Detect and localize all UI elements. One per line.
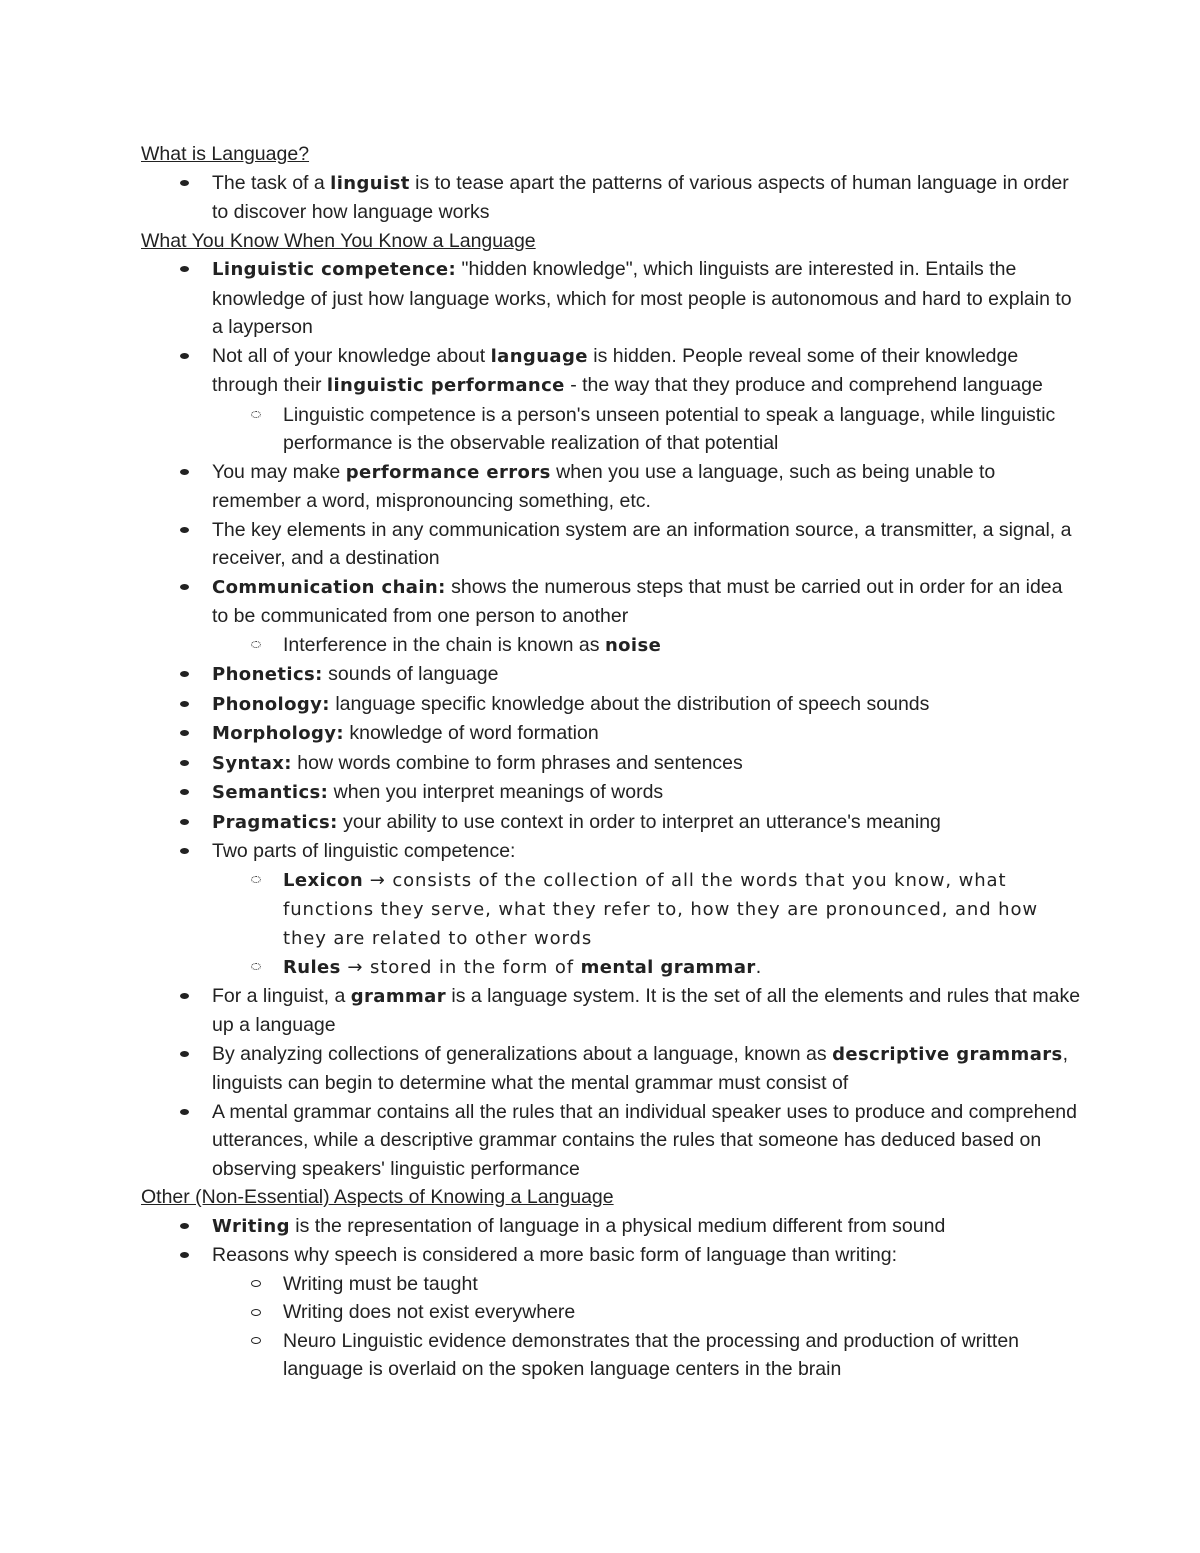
sub-bullet-list <box>212 1270 1081 1384</box>
bullet-dot-icon <box>179 749 189 778</box>
list-item: Linguistic competence: "hidden knowledge", which linguists are interested in. Entails the knowledge of just how language works, which for most people is autonomous and hard to explain to a layperson <box>212 255 1081 342</box>
bullet-dot-icon <box>179 690 189 719</box>
list-item: Semantics: when you interpret meanings of words <box>212 778 1081 808</box>
bullet-dot-icon <box>179 1098 189 1127</box>
bullet-dot-icon <box>179 719 189 748</box>
list-item: Morphology: knowledge of word formation <box>212 719 1081 749</box>
list-item: For a linguist, a grammar is a language system. It is the set of all the elements and rules that make up a language <box>212 982 1081 1040</box>
list-item: The task of a linguist is to tease apart the patterns of various aspects of human language in order to discover how language works <box>212 169 1081 227</box>
bullet-ring-icon <box>251 1270 261 1299</box>
section-heading-other-aspects: Other (Non-Essential) Aspects of Knowing a Language <box>141 1186 614 1208</box>
bullet-dot-icon <box>179 458 189 487</box>
section-heading-what-is-language: What is Language? <box>141 143 310 165</box>
list-item: Writing does not exist everywhere <box>283 1298 1081 1327</box>
list-item: Not all of your knowledge about language is hidden. People reveal some of their knowledge through their linguistic performance - the way that they produce and comprehend language Linguistic competence is a person's unseen potential to speak a language, while linguistic performance is the observable realization of that potential <box>212 342 1081 458</box>
bullet-dot-icon <box>179 573 189 602</box>
list-item: Lexicon → consists of the collection of all the words that you know, what functions they serve, what they refer to, how they are pronounced, and how they are related to other words <box>283 866 1081 953</box>
bullet-ring-icon <box>251 1298 261 1327</box>
bullet-ring-icon <box>251 401 261 430</box>
bullet-ring-icon <box>251 631 261 660</box>
list-item: Two parts of linguistic competence: Lexicon → consists of the collection of all the words that you know, what functions they serve, what they refer to, how they are pronounced, and how they are related to other words Rules → stored in the form of mental grammar. <box>212 837 1081 982</box>
list-item: The key elements in any communication system are an information source, a transmitter, a signal, a receiver, and a destination <box>212 516 1081 573</box>
bullet-dot-icon <box>179 169 189 198</box>
bullet-ring-icon <box>251 866 261 895</box>
sub-bullet-list <box>212 631 1081 661</box>
bullet-ring-icon <box>251 1327 261 1356</box>
bullet-list <box>141 255 1081 1183</box>
list-item: Communication chain: shows the numerous steps that must be carried out in order for an idea to be communicated from one person to another Interference in the chain is known as noise <box>212 573 1081 661</box>
bullet-dot-icon <box>179 982 189 1011</box>
list-item: Phonetics: sounds of language <box>212 660 1081 690</box>
bullet-dot-icon <box>179 516 189 545</box>
bullet-dot-icon <box>179 660 189 689</box>
list-item: Neuro Linguistic evidence demonstrates that the processing and production of written language is overlaid on the spoken language centers in the brain <box>283 1327 1081 1384</box>
list-item: A mental grammar contains all the rules that an individual speaker uses to produce and comprehend utterances, while a descriptive grammar contains the rules that someone has deduced based on observing speakers' linguistic performance <box>212 1098 1081 1184</box>
sub-bullet-list <box>212 866 1081 982</box>
bullet-dot-icon <box>179 1212 189 1241</box>
bullet-dot-icon <box>179 1040 189 1069</box>
document-page <box>141 140 1081 1384</box>
list-item: Rules → stored in the form of mental grammar. <box>283 953 1081 982</box>
list-item: Writing is the representation of language in a physical medium different from sound <box>212 1212 1081 1242</box>
list-item: Pragmatics: your ability to use context in order to interpret an utterance's meaning <box>212 808 1081 838</box>
bullet-ring-icon <box>251 953 261 982</box>
list-item: Syntax: how words combine to form phrases and sentences <box>212 749 1081 779</box>
bullet-list <box>141 1212 1081 1384</box>
bullet-dot-icon <box>179 1241 189 1270</box>
bullet-list <box>141 169 1081 227</box>
list-item: Phonology: language specific knowledge about the distribution of speech sounds <box>212 690 1081 720</box>
bullet-dot-icon <box>179 342 189 371</box>
bullet-dot-icon <box>179 808 189 837</box>
list-item: Linguistic competence is a person's unseen potential to speak a language, while linguistic performance is the observable realization of that potential <box>283 401 1081 458</box>
list-item: Writing must be taught <box>283 1270 1081 1299</box>
bullet-dot-icon <box>179 778 189 807</box>
section-heading-what-you-know: What You Know When You Know a Language <box>141 229 536 252</box>
list-item: Interference in the chain is known as noise <box>283 631 1081 661</box>
sub-bullet-list <box>212 401 1081 458</box>
bullet-dot-icon <box>179 255 189 284</box>
bullet-dot-icon <box>179 837 189 866</box>
list-item: By analyzing collections of generalizations about a language, known as descriptive grammars, linguists can begin to determine what the mental grammar must consist of <box>212 1040 1081 1098</box>
list-item: You may make performance errors when you use a language, such as being unable to remember a word, mispronouncing something, etc. <box>212 458 1081 516</box>
list-item: Reasons why speech is considered a more basic form of language than writing: Writing must be taught Writing does not exist everywhere Neuro Linguistic evidence demonstrates that the processing and production of written language is overlaid on the spoken language centers in the brain <box>212 1241 1081 1384</box>
